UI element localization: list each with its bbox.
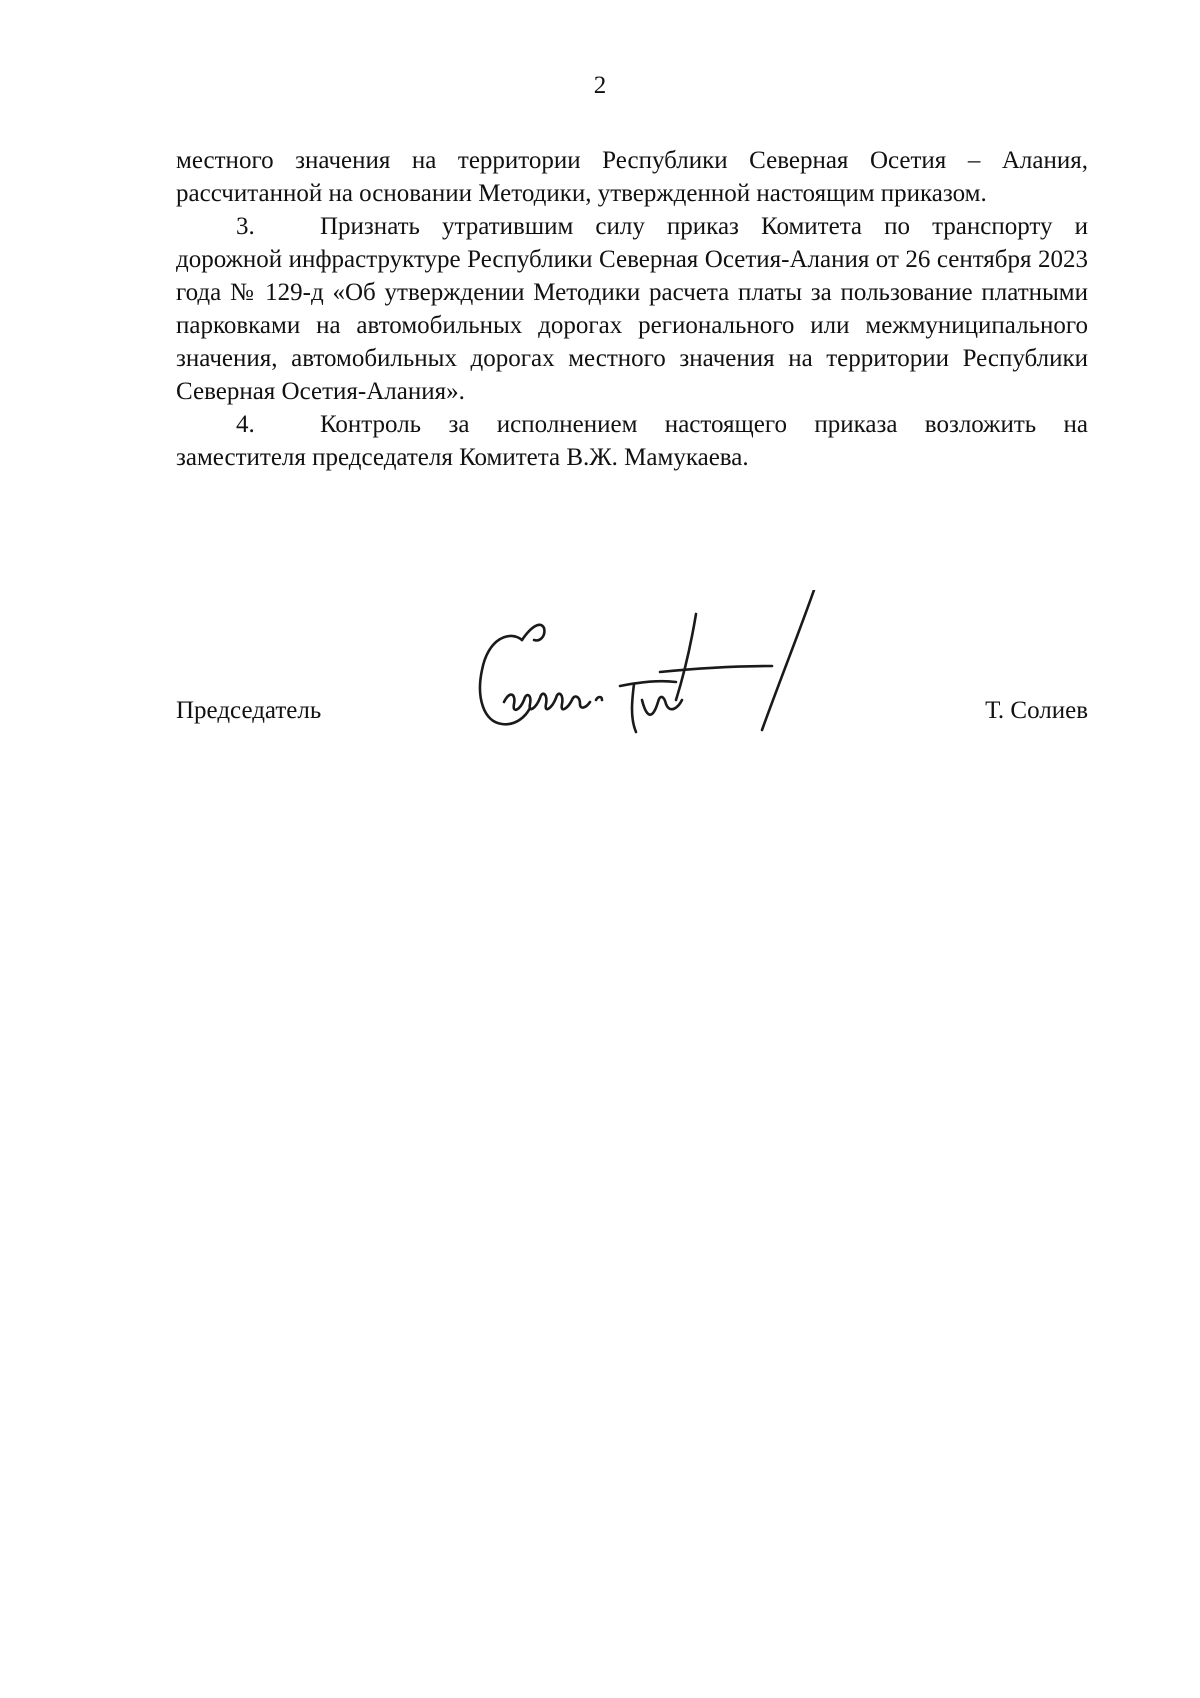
paragraph-item-3 [176, 210, 1088, 408]
item-number: 3. [236, 213, 255, 240]
signatory-title: Председатель [176, 697, 322, 724]
document-body [176, 144, 1088, 474]
item-text: Признать утратившим силу приказ Комитета по транспорту и дорожной инфраструктуре Республики Северная Осетия-Алания от 26 сентября 2023 года № 129-д «Об утверждении Методики расчета платы за пользование платными парковками на автомобильных дорогах регионального или межмуниципального значения, автомобильных дорогах местного значения на территории Республики Северная Осетия-Алания». [176, 213, 1088, 405]
item-number: 4. [236, 411, 255, 438]
paragraph-continuation: местного значения на территории Республики Северная Осетия – Алания, рассчитанной на основании Методики, утвержденной настоящим приказом. [176, 147, 1088, 207]
paragraph-item-4 [176, 408, 1088, 474]
signature-block [176, 697, 1088, 737]
item-text: Контроль за исполнением настоящего приказа возложить на заместителя председателя Комитета В.Ж. Мамукаева. [176, 411, 1088, 471]
signatory-name: Т. Солиев [985, 697, 1088, 724]
page-number: 2 [593, 72, 607, 99]
